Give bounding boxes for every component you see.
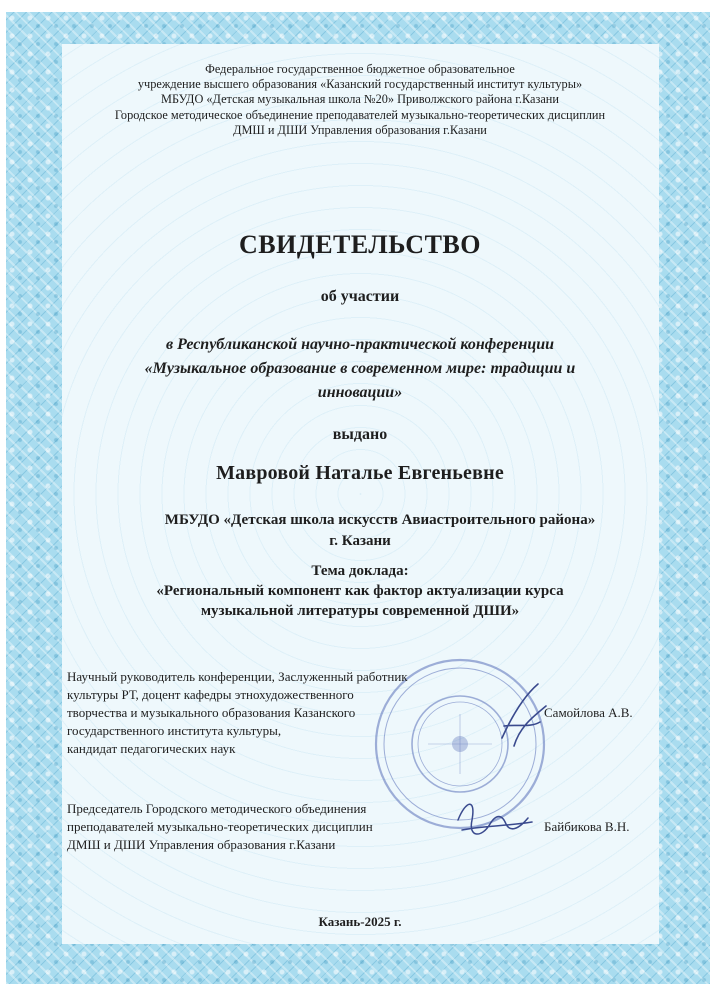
report-label: Тема доклада: — [311, 563, 409, 579]
signatory1-name: Самойлова А.В. — [544, 705, 633, 720]
signatory1-line-1: Научный руководитель конференции, Заслуженный работник — [67, 669, 408, 684]
conference-line-2: «Музыкальное образование в современном мире: традиции и — [144, 360, 576, 377]
signatory2-line-2: преподавателей музыкально-теоретических дисциплин — [67, 819, 373, 834]
recipient-name: Мавровой Наталье Евгеньевне — [216, 462, 504, 484]
place-and-year: Казань-2025 г. — [318, 914, 402, 929]
signatory1-line-3: творчества и музыкального образования Казанского — [67, 705, 356, 720]
signatory2-line-3: ДМШ и ДШИ Управления образования г.Казани — [67, 837, 336, 852]
organization-line-2: г. Казани — [329, 533, 391, 549]
header-line-2: учреждение высшего образования «Казанский государственный институт культуры» — [137, 77, 583, 91]
report-title-line-1: «Региональный компонент как фактор актуализации курса — [156, 583, 564, 599]
signatory1-line-4: государственного института культуры, — [67, 723, 282, 738]
issued-label: выдано — [332, 426, 388, 443]
report-title-line-2: музыкальной литературы современной ДШИ» — [200, 603, 520, 619]
document-subtitle: об участии — [320, 288, 400, 305]
signatory1-line-2: культуры РТ, доцент кафедры этнохудожественного — [67, 687, 354, 702]
document-title: СВИДЕТЕЛЬСТВО — [238, 230, 481, 259]
header-line-4: Городское методическое объединение преподавателей музыкально-теоретических дисциплин — [114, 108, 606, 122]
signatory1-line-5: кандидат педагогических наук — [67, 741, 236, 756]
header-line-5: ДМШ и ДШИ Управления образования г.Казани — [233, 123, 487, 137]
signature-baybikova — [452, 790, 536, 850]
header-line-1: Федеральное государственное бюджетное образовательное — [205, 62, 515, 76]
conference-line-1: в Республиканской научно-практической конференции — [165, 336, 555, 353]
signatory2-line-1: Председатель Городского методического объединения — [67, 801, 367, 816]
conference-line-3: инновации» — [317, 384, 403, 401]
signatory2-name: Байбикова В.Н. — [544, 819, 630, 834]
organization-line-1: МБУДО «Детская школа искусств Авиастроительного района» — [164, 512, 596, 528]
header-line-3: МБУДО «Детская музыкальная школа №20» Приволжского района г.Казани — [161, 92, 559, 106]
